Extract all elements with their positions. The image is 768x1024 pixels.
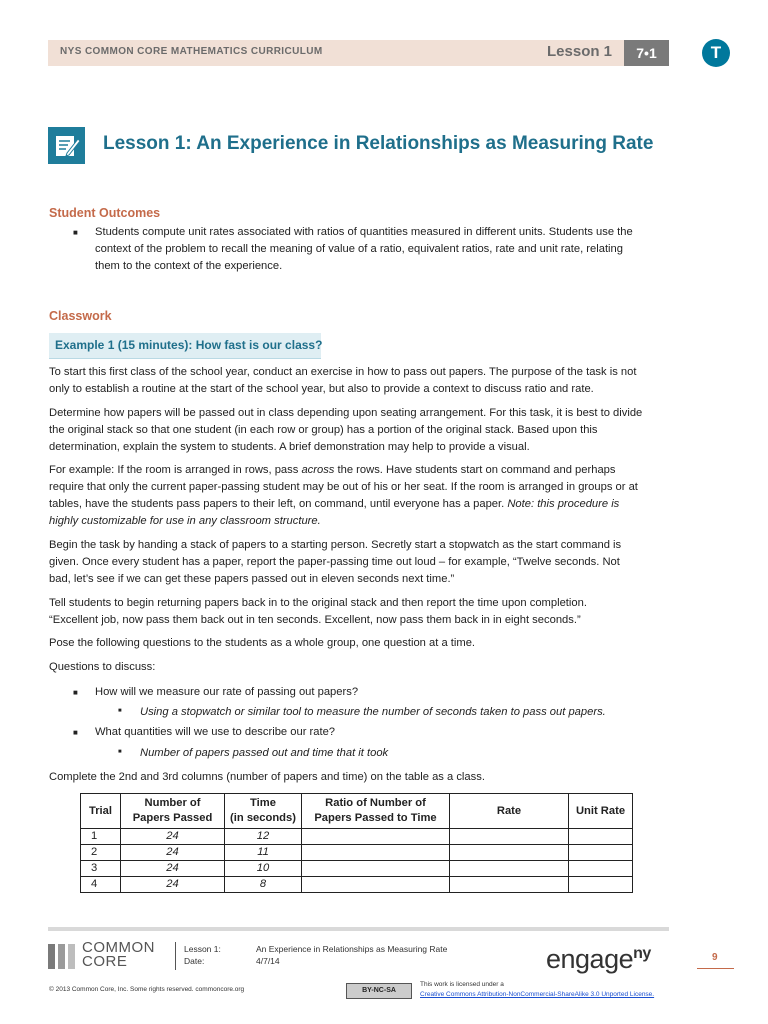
paragraph-1-line-2: only to establish a routine at the start of the school year, but also to provide a context to discuss ratio and rate. xyxy=(49,383,594,395)
question-1: How will we measure our rate of passing out papers? xyxy=(95,686,359,698)
time-cell: 11 xyxy=(225,845,302,861)
header-trial xyxy=(81,794,121,829)
table-row xyxy=(81,829,633,845)
answer-2: Number of papers passed out and time that it took xyxy=(140,747,389,759)
p3-emphasis: across xyxy=(301,464,335,476)
header-text: Ratio of Number of xyxy=(325,797,426,809)
logo-line-2: CORE xyxy=(82,953,128,970)
table-instruction: Complete the 2nd and 3rd columns (number of papers and time) on the table as a class. xyxy=(49,771,485,783)
table-row xyxy=(81,861,633,877)
table-header-row xyxy=(81,794,633,829)
rate-table xyxy=(80,793,633,893)
outcome-line-3: them to the context of the experience. xyxy=(95,260,283,272)
trial-cell: 1 xyxy=(81,829,121,845)
classwork-heading: Classwork xyxy=(49,309,112,323)
example-title: Example 1 (15 minutes): How fast is our class? xyxy=(55,338,323,352)
question-2: What quantities will we use to describe our rate? xyxy=(95,726,336,738)
sub-bullet-icon: ■ xyxy=(118,749,122,755)
sub-bullet-icon: ■ xyxy=(118,708,122,714)
paragraph-6: Pose the following questions to the students as a whole group, one question at a time. xyxy=(49,637,476,649)
header-text: (in seconds) xyxy=(230,812,296,824)
questions-label: Questions to discuss: xyxy=(49,661,156,673)
answer-1: Using a stopwatch or similar tool to measure the number of seconds taken to pass out papers. xyxy=(140,706,606,718)
paragraph-5-line-1: Tell students to begin returning papers back in to the original stack and then report the time upon completion. xyxy=(49,597,587,609)
bullet-icon: ■ xyxy=(73,228,78,237)
rate-cell[interactable] xyxy=(450,861,569,877)
header-text: Time xyxy=(250,797,276,809)
header-papers xyxy=(121,794,225,829)
paragraph-4-line-3: bad, let’s see if we can get these papers passed out in eleven seconds next time.” xyxy=(49,573,455,585)
header-ratio xyxy=(302,794,450,829)
bullet-icon: ■ xyxy=(73,728,78,737)
trial-cell: 3 xyxy=(81,861,121,877)
paragraph-4-line-2: given. Once every student has a paper, report the paper-passing time out loud – for example, “Twelve seconds. Not xyxy=(49,556,620,568)
papers-cell: 24 xyxy=(121,877,225,893)
header-text: Unit Rate xyxy=(575,804,626,817)
papers-cell: 24 xyxy=(121,845,225,861)
paragraph-5-line-2: “Excellent job, now pass them back out in ten seconds. Excellent, now pass them back in in eight seconds.” xyxy=(49,614,581,626)
p3-text: For example: If the room is arranged in rows, pass xyxy=(49,464,302,476)
header-text: Trial xyxy=(88,804,112,817)
rate-cell[interactable] xyxy=(450,877,569,893)
rate-cell[interactable] xyxy=(450,829,569,845)
paragraph-1-line-1: To start this first class of the school year, conduct an exercise in how to pass out papers. The purpose of the task is not xyxy=(49,366,637,378)
logo-line-1: COMMON xyxy=(82,939,155,956)
header-unit-rate xyxy=(569,794,633,829)
unit-rate-cell[interactable] xyxy=(569,845,633,861)
paragraph-2-line-1: Determine how papers will be passed out in class depending upon seating arrangement. For this task, it is best to divide xyxy=(49,407,643,419)
bullet-icon: ■ xyxy=(73,688,78,697)
common-core-wordmark xyxy=(82,941,155,969)
time-cell: 8 xyxy=(225,877,302,893)
papers-cell: 24 xyxy=(121,861,225,877)
unit-rate-cell[interactable] xyxy=(569,877,633,893)
footer-separator xyxy=(175,942,176,970)
ratio-cell[interactable] xyxy=(302,877,450,893)
cc-badge-text: BY-NC-SA xyxy=(362,987,396,994)
header-text: Papers Passed to Time xyxy=(314,812,437,824)
ratio-cell[interactable] xyxy=(302,845,450,861)
time-cell: 12 xyxy=(225,829,302,845)
ny-text: ny xyxy=(633,945,651,962)
lesson-title: Lesson 1: An Experience in Relationships as Measuring Rate xyxy=(103,133,654,154)
paragraph-3-line-1 xyxy=(49,462,616,479)
paragraph-3-line-3 xyxy=(49,496,619,513)
page-number-underline xyxy=(697,968,734,969)
cc-license-badge[interactable] xyxy=(346,983,412,999)
footer-lesson-label: Lesson 1: xyxy=(184,944,221,954)
footer-lesson-value: An Experience in Relationships as Measuring Rate xyxy=(256,944,448,954)
paragraph-2-line-2: the original stack so that one student (in each row or group) has a portion of the original stack. Based upon this xyxy=(49,424,598,436)
teacher-badge: T xyxy=(702,39,730,67)
curriculum-label: NYS COMMON CORE MATHEMATICS CURRICULUM xyxy=(60,46,323,57)
page-number: 9 xyxy=(712,952,718,963)
table-row xyxy=(81,845,633,861)
trial-cell: 4 xyxy=(81,877,121,893)
paragraph-3-line-2: require that only the current paper-passing student may be out of his or her seat. If the room is arranged in groups or at xyxy=(49,481,638,493)
engageny-logo xyxy=(546,944,651,975)
ratio-cell[interactable] xyxy=(302,829,450,845)
paragraph-2-line-3: determination, explain the system to students. A brief demonstration may help to provide a visual. xyxy=(49,441,530,453)
license-link[interactable]: Creative Commons Attribution-NonCommercial-ShareAlike 3.0 Unported License. xyxy=(420,991,655,998)
outcome-line-2: context of the problem to recall the meaning of value of a ratio, equivalent ratios, rate and unit rate, relating xyxy=(95,243,623,255)
papers-cell: 24 xyxy=(121,829,225,845)
header-time xyxy=(225,794,302,829)
copyright: © 2013 Common Core, Inc. Some rights reserved. commoncore.org xyxy=(49,986,245,993)
footer-date-label: Date: xyxy=(184,956,205,966)
p3-text: the rows. Have students start on command and perhaps xyxy=(334,464,616,476)
unit-rate-cell[interactable] xyxy=(569,829,633,845)
footer-divider xyxy=(48,927,669,931)
rate-cell[interactable] xyxy=(450,845,569,861)
engage-text: engage xyxy=(546,944,634,974)
p3-text: tables, have the students pass papers to their left, on command, until everyone has a paper. xyxy=(49,498,508,510)
table-row xyxy=(81,877,633,893)
license-line-1: This work is licensed under a xyxy=(420,981,504,988)
ratio-cell[interactable] xyxy=(302,861,450,877)
trial-cell: 2 xyxy=(81,845,121,861)
time-cell: 10 xyxy=(225,861,302,877)
pencil-paper-icon xyxy=(48,127,85,164)
p3-note: Note: this procedure is xyxy=(507,498,620,510)
unit-rate-cell[interactable] xyxy=(569,861,633,877)
module-badge: 7•1 xyxy=(624,40,669,66)
paragraph-3-line-4: highly customizable for use in any classroom structure. xyxy=(49,515,321,527)
header-rate xyxy=(450,794,569,829)
footer-date-value: 4/7/14 xyxy=(256,956,280,966)
header-text: Papers Passed xyxy=(132,812,213,824)
paragraph-4-line-1: Begin the task by handing a stack of papers to a starting person. Secretly start a stopwatch as the start command is xyxy=(49,539,622,551)
outcome-line-1: Students compute unit rates associated with ratios of quantities measured in different units. Students use the xyxy=(95,226,633,238)
common-core-logo-icon xyxy=(48,944,78,969)
header-text: Rate xyxy=(496,804,522,817)
header-text: Number of xyxy=(144,797,201,809)
header-lesson: Lesson 1 xyxy=(547,43,613,60)
student-outcomes-heading: Student Outcomes xyxy=(49,206,161,220)
